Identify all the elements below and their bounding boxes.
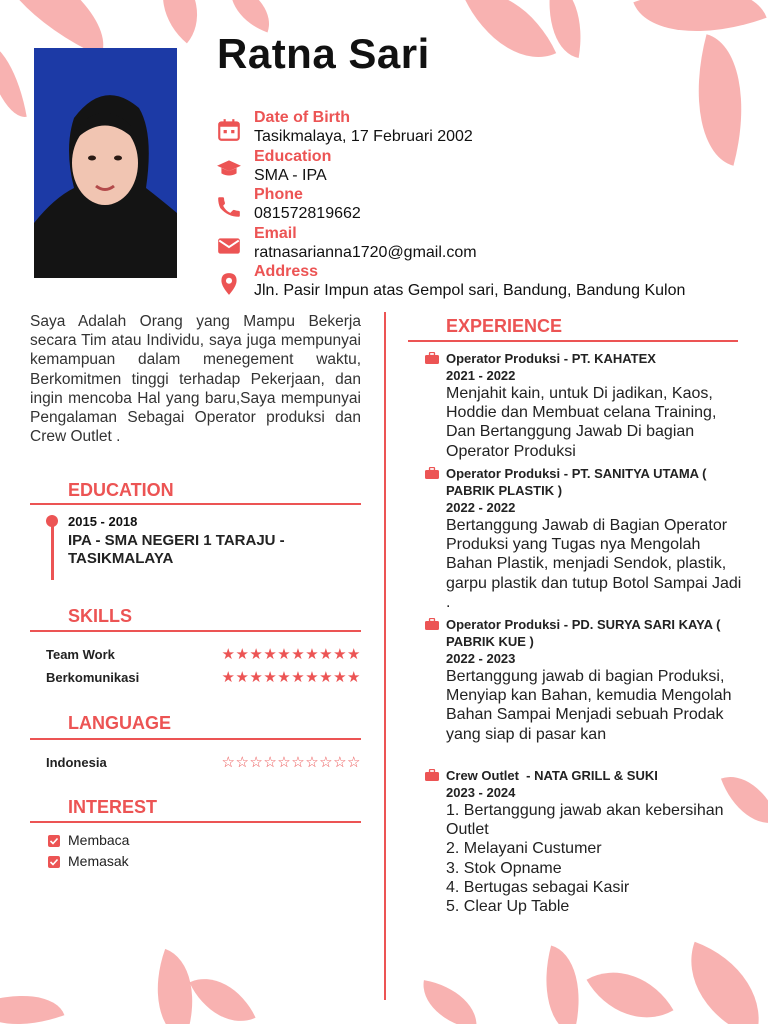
language-rating-stars: ☆☆☆☆☆☆☆☆☆☆ xyxy=(221,754,361,771)
decorative-leaf xyxy=(221,0,280,32)
briefcase-icon xyxy=(425,769,439,781)
experience-years: 2022 - 2023 xyxy=(446,651,516,666)
about-paragraph: Saya Adalah Orang yang Mampu Bekerja secara Tim atau Individu, saya juga mempunyai kemampuan dalam menegement waktu, Berkomitmen tinggi terhadap Pekerjaan, dan ingin mencoba Hal yang baru,Saya mempunyai Pengalaman Sebagai Operator produksi dan Crew Outlet . xyxy=(30,313,361,446)
decorative-leaf xyxy=(464,0,556,78)
interest-label: Membaca xyxy=(68,832,130,848)
decorative-leaf xyxy=(189,963,255,1024)
briefcase-icon xyxy=(425,352,439,364)
phone-value: 081572819662 xyxy=(254,205,361,222)
decorative-leaf xyxy=(530,946,594,1024)
experience-duty: 5. Clear Up Table xyxy=(446,898,570,916)
calendar-icon xyxy=(216,117,242,143)
language-section-line xyxy=(30,738,361,740)
date-of-birth-row xyxy=(216,109,756,148)
address-value: Jln. Pasir Impun atas Gempol sari, Bandung, Bandung Kulon xyxy=(254,282,686,299)
education-years: 2015 - 2018 xyxy=(68,514,138,529)
experience-duty: 2. Melayani Custumer xyxy=(446,840,602,858)
decorative-leaf xyxy=(0,38,27,122)
decorative-leaf xyxy=(633,0,766,59)
experience-description: Bertanggung jawab di bagian Produksi, Menyiap kan Bahan, kemudia Mengolah Bahan Sampai Menjadi sebuah Prodak yang siap di pasar kan xyxy=(446,668,732,743)
experience-duty: 1. Bertanggung jawab akan kebersihan Outlet xyxy=(446,802,724,839)
skill-row xyxy=(46,647,361,665)
address-row xyxy=(216,263,756,302)
experience-item xyxy=(425,616,745,744)
language-row xyxy=(46,755,361,773)
experience-duty: 3. Stok Opname xyxy=(446,859,562,877)
skill-row xyxy=(46,670,361,688)
checkbox-checked-icon xyxy=(48,856,60,868)
email-value: ratnasarianna1720@gmail.com xyxy=(254,243,477,261)
experience-section-title: EXPERIENCE xyxy=(446,316,563,336)
contact-info xyxy=(216,109,756,302)
education-value: SMA - IPA xyxy=(254,166,327,184)
language-name: Indonesia xyxy=(46,755,107,770)
education-row xyxy=(216,148,756,187)
decorative-leaf xyxy=(0,978,64,1024)
experience-description: Menjahit kain, untuk Di jadikan, Kaos, Hoddie dan Membuat celana Training, Dan Bertanggung Jawab Di bagian Operator Produksi xyxy=(446,385,717,460)
education-section-line xyxy=(30,503,361,505)
column-divider xyxy=(384,312,386,1000)
phone-row xyxy=(216,186,756,225)
education-school: IPA - SMA NEGERI 1 TARAJU - TASIKMALAYA xyxy=(68,532,285,567)
experience-item xyxy=(425,350,745,461)
experience-years: 2021 - 2022 xyxy=(446,368,516,383)
experience-title: Operator Produksi - PT. KAHATEX xyxy=(446,351,656,366)
experience-years: 2022 - 2022 xyxy=(446,500,516,515)
experience-description: Bertanggung Jawab di Bagian Operator Produksi yang Tugas nya Mengolah Bahan Plastik, menjadi Sendok, plastik, garpu plastik dan tutup Botol Sampai Jadi . xyxy=(446,517,742,611)
experience-duty: 4. Bertugas sebagai Kasir xyxy=(446,878,630,896)
briefcase-icon xyxy=(425,467,439,479)
experience-item xyxy=(425,767,745,916)
decorative-leaf xyxy=(671,942,768,1024)
decorative-leaf xyxy=(587,950,674,1024)
checkbox-checked-icon xyxy=(48,835,60,847)
dob-value: Tasikmalaya, 17 Februari 2002 xyxy=(254,128,473,145)
skill-name: Team Work xyxy=(46,647,115,662)
experience-section-line xyxy=(408,340,738,342)
experience-title: Operator Produksi - PD. SURYA SARI KAYA ( PABRIK KUE ) xyxy=(446,617,721,649)
phone-icon xyxy=(216,194,242,220)
decorative-leaf xyxy=(141,0,219,43)
language-section-title: LANGUAGE xyxy=(68,713,171,733)
experience-title: Operator Produksi - PT. SANITYA UTAMA ( PABRIK PLASTIK ) xyxy=(446,466,707,498)
interest-section-title: INTEREST xyxy=(68,797,158,817)
education-section-title: EDUCATION xyxy=(68,480,174,500)
phone-label: Phone xyxy=(254,186,303,203)
timeline-bar xyxy=(51,525,54,580)
profile-photo xyxy=(34,48,177,278)
candidate-name: Ratna Sari xyxy=(217,30,430,77)
email-label: Email xyxy=(254,224,297,242)
skill-rating-stars: ★★★★★★★★★★ xyxy=(221,646,361,663)
graduation-cap-icon xyxy=(216,156,242,182)
skills-section-line xyxy=(30,630,361,632)
dob-label: Date of Birth xyxy=(254,109,350,126)
interest-section-line xyxy=(30,821,361,823)
skills-section-title: SKILLS xyxy=(68,606,133,626)
skill-name: Berkomunikasi xyxy=(46,670,140,685)
email-row xyxy=(216,225,756,264)
briefcase-icon xyxy=(425,618,439,630)
location-pin-icon xyxy=(216,271,242,297)
skill-rating-stars: ★★★★★★★★★★ xyxy=(221,669,361,686)
experience-years: 2023 - 2024 xyxy=(446,785,516,800)
experience-item xyxy=(425,465,745,612)
decorative-leaf xyxy=(417,980,483,1024)
interest-label: Memasak xyxy=(68,853,129,869)
email-icon xyxy=(216,233,242,259)
experience-title: Crew Outlet - NATA GRILL & SUKI xyxy=(446,768,658,783)
education-label: Education xyxy=(254,147,332,165)
address-label: Address xyxy=(254,263,319,280)
